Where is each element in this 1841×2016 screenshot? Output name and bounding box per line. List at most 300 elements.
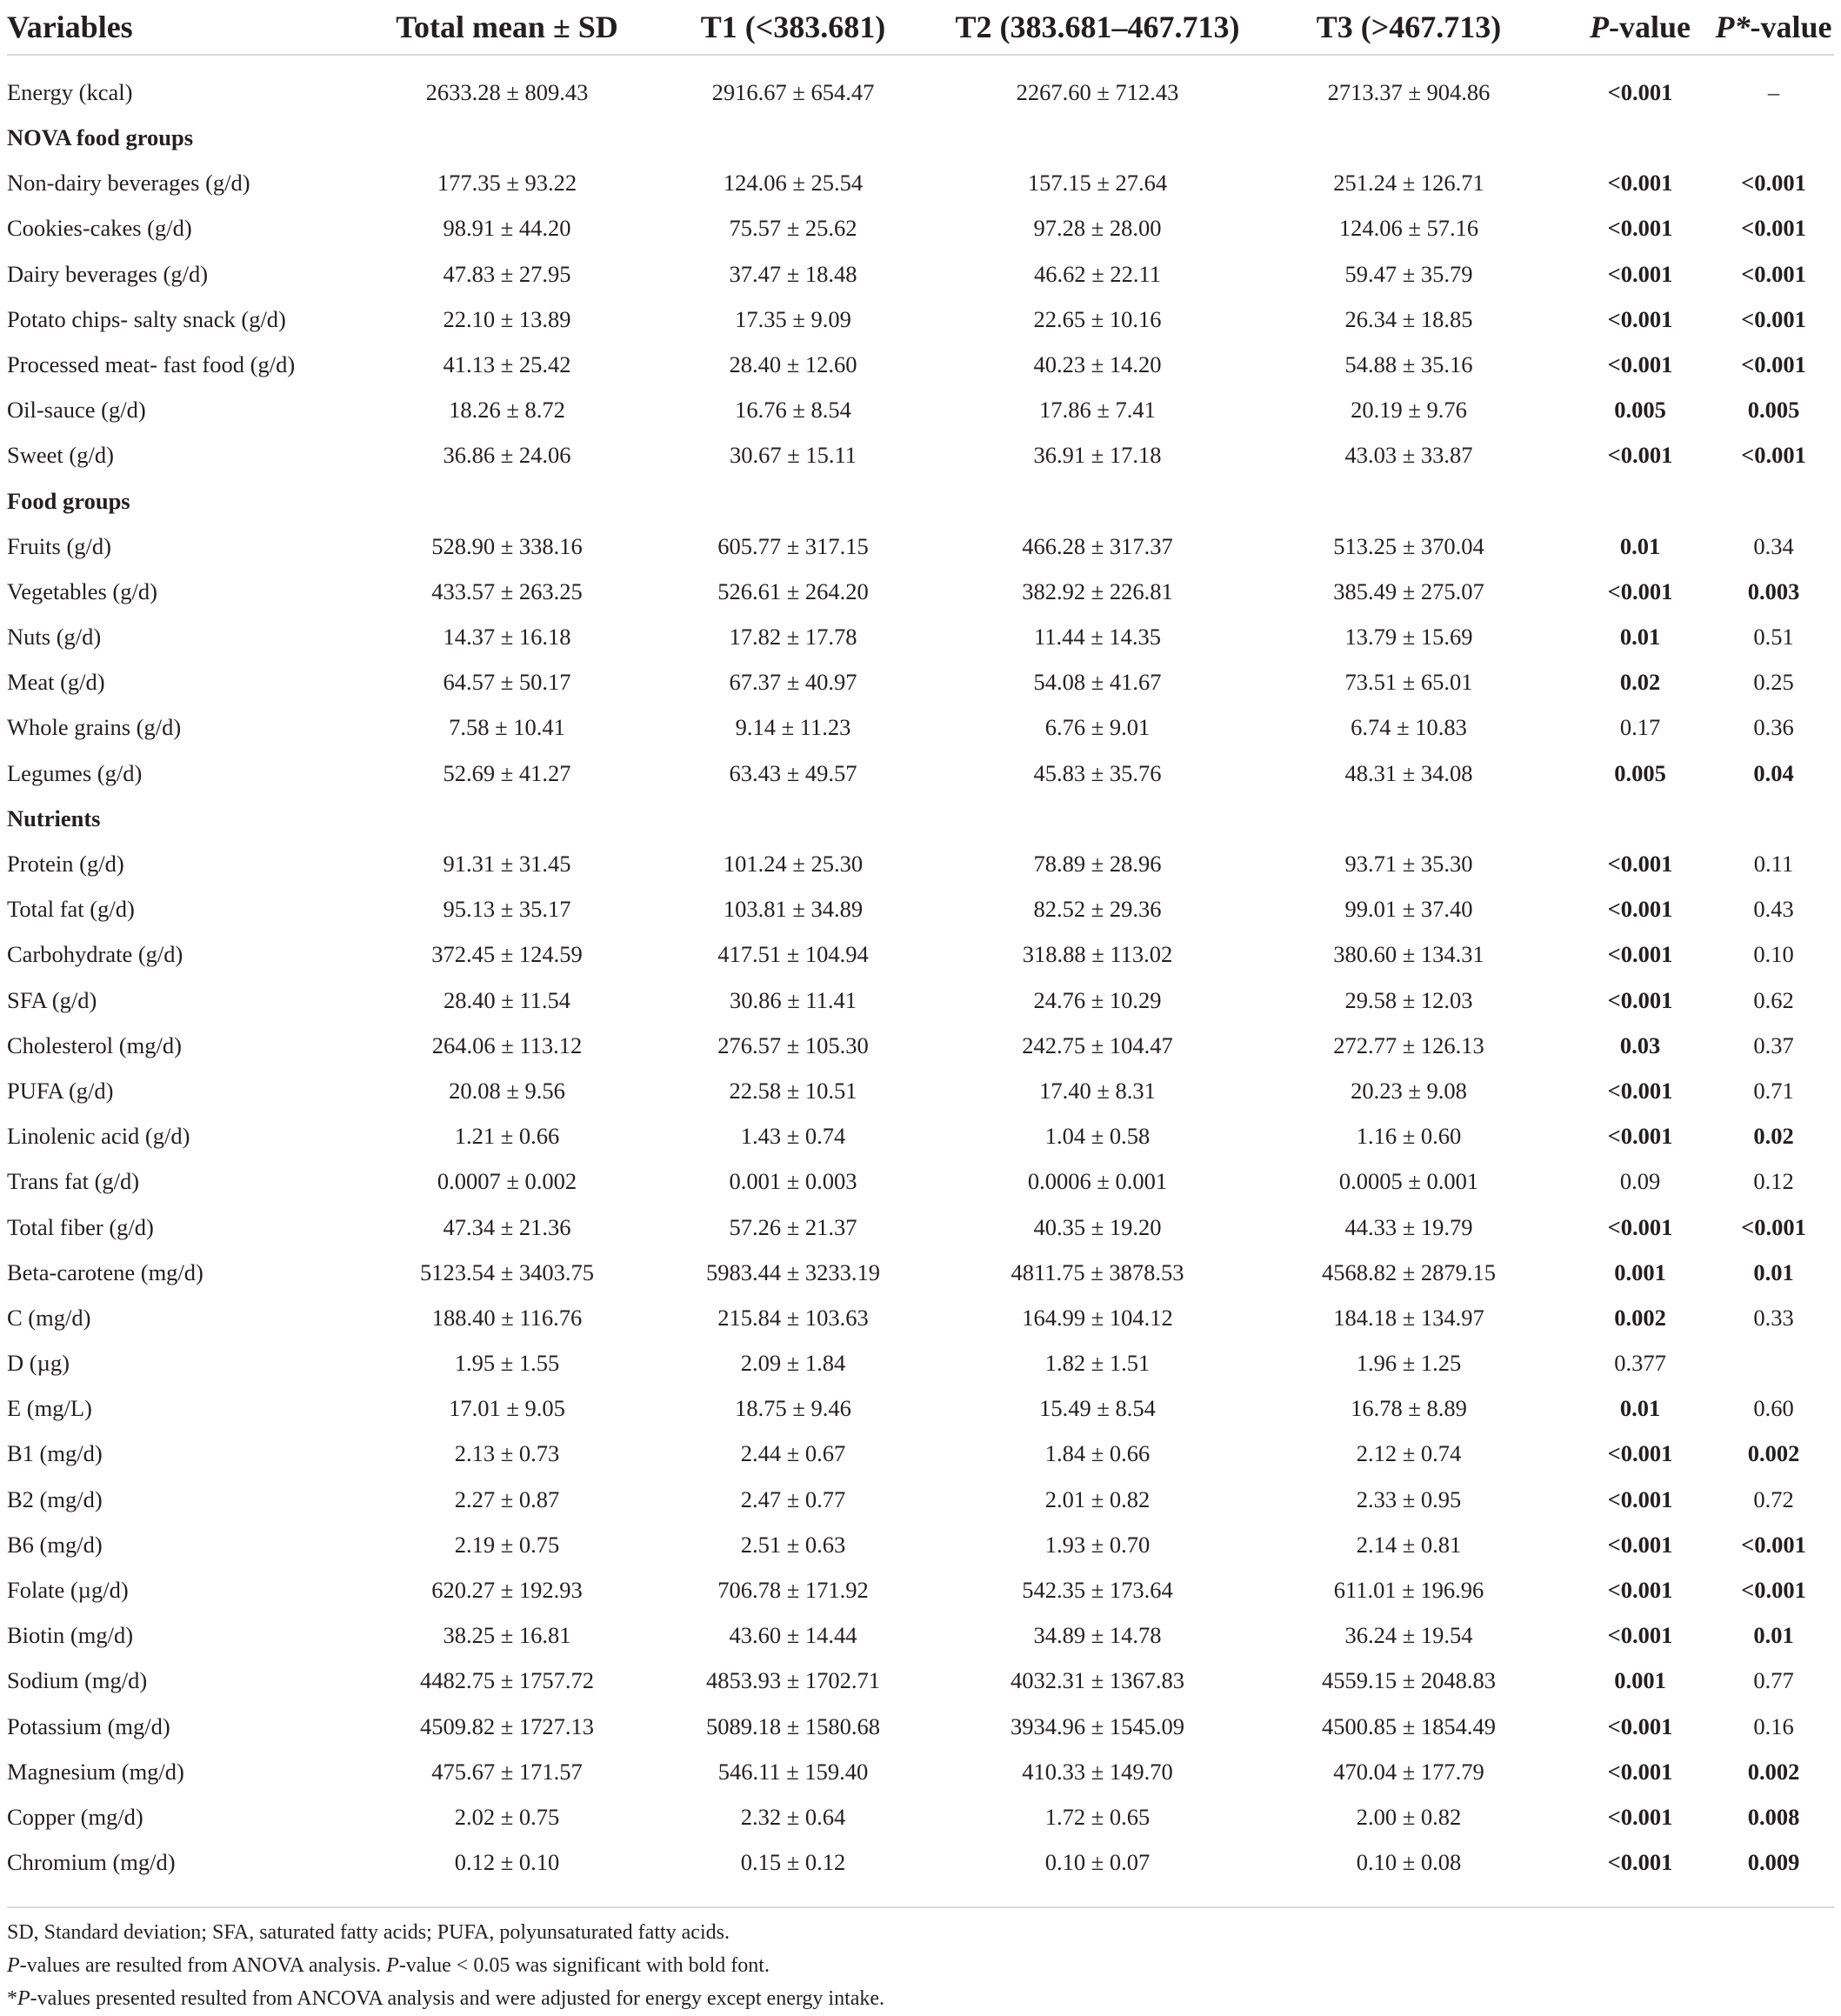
row-label: Magnesium (mg/d) [7,1758,184,1785]
cell-p-value: 0.001 [1614,1258,1666,1285]
cell-t2: 6.76 ± 9.01 [1044,714,1151,741]
cell-pstar-value: 0.71 [1753,1077,1794,1104]
cell-t2: 2267.60 ± 712.43 [1016,78,1179,105]
table-footnotes [7,1916,1834,2015]
cell-t1: 22.58 ± 10.51 [729,1077,857,1104]
cell-t2: 46.62 ± 22.11 [1033,260,1162,287]
cell-total-mean: 36.86 ± 24.06 [443,442,571,469]
cell-total-mean: 38.25 ± 16.81 [443,1622,571,1649]
cell-t3: 20.19 ± 9.76 [1351,397,1467,424]
cell-t3: 43.03 ± 33.87 [1344,442,1473,469]
cell-p-value: 0.03 [1619,1031,1661,1058]
cell-pstar-value: 0.002 [1747,1758,1800,1785]
cell-t2: 40.35 ± 19.20 [1033,1213,1162,1240]
footnote-p-italic: P [7,1954,20,1977]
row-label: SFA (g/d) [7,986,97,1013]
cell-t1: 57.26 ± 21.37 [729,1213,857,1240]
table-row [7,251,1834,297]
header-pstar-value [1713,0,1834,55]
row-label: D (µg) [7,1350,70,1377]
cell-t3: 4559.15 ± 2048.83 [1321,1667,1497,1694]
cell-t3: 251.24 ± 126.71 [1333,170,1484,197]
cell-pstar-value: 0.005 [1747,397,1800,424]
cell-p-value: 0.01 [1619,624,1661,651]
section-label: NOVA food groups [7,124,194,151]
cell-t1: 706.78 ± 171.92 [717,1577,869,1604]
table-row [7,614,1834,659]
table-row [7,1023,1834,1068]
section-header-row [7,478,1834,524]
cell-t1: 605.77 ± 317.15 [717,532,869,559]
cell-p-value: <0.001 [1607,350,1673,377]
table-row [7,1612,1834,1658]
cell-t3: 184.18 ± 134.97 [1333,1304,1484,1331]
cell-t3: 20.23 ± 9.08 [1351,1077,1467,1104]
cell-total-mean: 5123.54 ± 3403.75 [419,1258,595,1285]
footnote-abbreviations: SD, Standard deviation; SFA, saturated fatty acids; PUFA, polyunsaturated fatty acids. [7,1921,730,1944]
cell-p-value: 0.09 [1619,1168,1661,1195]
table-row [7,1068,1834,1113]
cell-t1: 1.43 ± 0.74 [740,1123,846,1150]
cell-t3: 29.58 ± 12.03 [1344,986,1473,1013]
cell-t2: 24.76 ± 10.29 [1033,986,1162,1013]
row-label: E (mg/L) [7,1395,92,1422]
table-row [7,1659,1834,1704]
cell-pstar-value: 0.12 [1753,1168,1794,1195]
cell-total-mean: 4509.82 ± 1727.13 [419,1712,595,1739]
row-label: Meat (g/d) [7,669,105,696]
footnote-pstar-value [7,1982,1834,2015]
cell-pstar-value: <0.001 [1741,305,1806,332]
header-p-italic: P [1590,10,1609,44]
cell-t1: 17.82 ± 17.78 [729,624,857,651]
cell-pstar-value: 0.002 [1747,1440,1800,1467]
cell-t2: 22.65 ± 10.16 [1033,305,1162,332]
table-row [7,1340,1834,1385]
cell-total-mean: 372.45 ± 124.59 [431,941,583,968]
cell-p-value: <0.001 [1607,941,1673,968]
cell-t3: 272.77 ± 126.13 [1333,1031,1484,1058]
header-total-mean: Total mean ± SD [372,0,642,55]
cell-total-mean: 528.90 ± 338.16 [431,532,583,559]
cell-pstar-value: 0.02 [1753,1123,1794,1150]
table-row [7,1477,1834,1522]
cell-pstar-value: <0.001 [1741,170,1806,197]
cell-t2: 4032.31 ± 1367.83 [1010,1667,1185,1694]
cell-t1: 2.32 ± 0.64 [740,1803,846,1830]
cell-t2: 2.01 ± 0.82 [1044,1485,1151,1512]
row-label: Chromium (mg/d) [7,1849,176,1876]
cell-total-mean: 2.19 ± 0.75 [454,1531,560,1558]
row-label: Potato chips- salty snack (g/d) [7,305,286,332]
header-row [7,0,1834,55]
cell-t3: 26.34 ± 18.85 [1344,305,1473,332]
footnote-pstar-italic: P [17,1987,30,2010]
cell-pstar-value: <0.001 [1741,260,1806,287]
table-row [7,206,1834,251]
cell-t3: 54.88 ± 35.16 [1344,350,1473,377]
cell-t3: 99.01 ± 37.40 [1344,896,1473,923]
section-header-row [7,796,1834,841]
cell-pstar-value: 0.10 [1753,941,1794,968]
nutrient-intake-table [7,0,1834,1886]
cell-total-mean: 47.83 ± 27.95 [443,260,571,287]
row-label: B6 (mg/d) [7,1531,103,1558]
cell-t2: 1.04 ± 0.58 [1044,1123,1151,1150]
cell-p-value: <0.001 [1607,170,1673,197]
cell-t2: 17.86 ± 7.41 [1039,397,1156,424]
cell-t3: 2.14 ± 0.81 [1356,1531,1462,1558]
cell-t1: 37.47 ± 18.48 [729,260,857,287]
row-label: Dairy beverages (g/d) [7,260,209,287]
cell-t2: 164.99 ± 104.12 [1022,1304,1173,1331]
table-row [7,433,1834,478]
cell-t2: 382.92 ± 226.81 [1022,577,1173,604]
row-label: Oil-sauce (g/d) [7,397,146,424]
cell-t3: 4500.85 ± 1854.49 [1321,1712,1497,1739]
cell-total-mean: 433.57 ± 263.25 [431,577,583,604]
cell-pstar-value: 0.003 [1747,577,1800,604]
cell-t3: 2.12 ± 0.74 [1356,1440,1462,1467]
table-row [7,978,1834,1023]
cell-t2: 82.52 ± 29.36 [1033,896,1162,923]
section-header-row [7,115,1834,160]
cell-p-value: 0.02 [1619,669,1661,696]
cell-p-value: 0.005 [1614,397,1666,424]
table-row [7,1567,1834,1612]
cell-t1: 0.001 ± 0.003 [729,1168,857,1195]
cell-p-value: <0.001 [1607,215,1673,242]
cell-t3: 44.33 ± 19.79 [1344,1213,1473,1240]
cell-p-value: <0.001 [1607,1531,1673,1558]
cell-t3: 385.49 ± 275.07 [1333,577,1484,604]
table-row [7,1839,1834,1885]
cell-pstar-value: 0.60 [1753,1395,1794,1422]
cell-t2: 11.44 ± 14.35 [1033,624,1162,651]
row-label: Cookies-cakes (g/d) [7,215,192,242]
table-row [7,387,1834,432]
row-label: Nuts (g/d) [7,624,102,651]
row-label: Vegetables (g/d) [7,577,157,604]
cell-pstar-value: 0.009 [1747,1849,1800,1876]
row-label: Protein (g/d) [7,851,124,878]
cell-p-value: <0.001 [1607,1485,1673,1512]
cell-t1: 5983.44 ± 3233.19 [705,1258,881,1285]
cell-total-mean: 7.58 ± 10.41 [449,714,565,741]
row-label: Linolenic acid (g/d) [7,1123,190,1150]
cell-t3: 2.00 ± 0.82 [1356,1803,1462,1830]
cell-total-mean: 1.21 ± 0.66 [454,1123,560,1150]
cell-p-value: <0.001 [1607,986,1673,1013]
section-label: Nutrients [7,804,101,831]
cell-t3: 73.51 ± 65.01 [1344,669,1473,696]
row-label: Sweet (g/d) [7,442,114,469]
cell-pstar-value: 0.33 [1753,1304,1794,1331]
table-row [7,1794,1834,1839]
cell-total-mean: 4482.75 ± 1757.72 [419,1667,595,1694]
table-row [7,1159,1834,1205]
table-row [7,705,1834,751]
cell-pstar-value: 0.37 [1753,1031,1794,1058]
cell-t3: 470.04 ± 177.79 [1333,1758,1484,1785]
cell-t1: 276.57 ± 105.30 [717,1031,869,1058]
table-row [7,1432,1834,1477]
cell-total-mean: 1.95 ± 1.55 [454,1350,560,1377]
cell-t2: 0.0006 ± 0.001 [1027,1168,1168,1195]
section-label: Food groups [7,487,130,514]
cell-t3: 48.31 ± 34.08 [1344,759,1473,786]
cell-total-mean: 0.12 ± 0.10 [454,1849,560,1876]
cell-t2: 40.23 ± 14.20 [1033,350,1162,377]
cell-pstar-value: 0.72 [1753,1485,1794,1512]
cell-total-mean: 0.0007 ± 0.002 [437,1168,577,1195]
cell-total-mean: 264.06 ± 113.12 [431,1031,583,1058]
cell-t1: 526.61 ± 264.20 [717,577,869,604]
cell-t3: 16.78 ± 8.89 [1351,1395,1467,1422]
cell-t3: 36.24 ± 19.54 [1344,1622,1473,1649]
row-label: Potassium (mg/d) [7,1712,170,1739]
cell-t1: 2.44 ± 0.67 [740,1440,846,1467]
cell-p-value: 0.377 [1614,1350,1666,1377]
cell-t2: 34.89 ± 14.78 [1033,1622,1162,1649]
cell-t3: 611.01 ± 196.96 [1333,1577,1484,1604]
cell-total-mean: 18.26 ± 8.72 [449,397,565,424]
header-pstar-italic: P* [1715,10,1751,44]
cell-t2: 17.40 ± 8.31 [1039,1077,1156,1104]
cell-total-mean: 2.27 ± 0.87 [454,1485,560,1512]
table-row [7,659,1834,704]
cell-total-mean: 52.69 ± 41.27 [443,759,571,786]
table-row [7,569,1834,614]
table-bottom-rule [7,1906,1834,1908]
cell-t2: 0.10 ± 0.07 [1044,1849,1151,1876]
table-row [7,1113,1834,1158]
row-label: Beta-carotene (mg/d) [7,1258,203,1285]
cell-pstar-value: 0.36 [1753,714,1794,741]
header-p-value [1567,0,1713,55]
row-label: Legumes (g/d) [7,759,143,786]
cell-t3: 4568.82 ± 2879.15 [1321,1258,1497,1285]
cell-t2: 36.91 ± 17.18 [1033,442,1162,469]
table-row [7,841,1834,886]
cell-t1: 30.67 ± 15.11 [729,442,857,469]
cell-t1: 417.51 ± 104.94 [717,941,869,968]
header-t1: T1 (<383.681) [642,0,944,55]
cell-total-mean: 14.37 ± 16.18 [443,624,571,651]
row-label: C (mg/d) [7,1304,91,1331]
cell-t1: 2.51 ± 0.63 [740,1531,846,1558]
cell-p-value: <0.001 [1607,1440,1673,1467]
cell-p-value: 0.005 [1614,759,1666,786]
cell-t3: 2713.37 ± 904.86 [1327,78,1491,105]
table-row [7,1205,1834,1250]
cell-p-value: <0.001 [1607,851,1673,878]
cell-t3: 1.16 ± 0.60 [1356,1123,1462,1150]
cell-total-mean: 20.08 ± 9.56 [449,1077,565,1104]
cell-t2: 157.15 ± 27.64 [1027,170,1168,197]
header-spacer [7,55,1834,70]
cell-t1: 0.15 ± 0.12 [740,1849,846,1876]
cell-t2: 1.93 ± 0.70 [1044,1531,1151,1558]
table-row [7,160,1834,205]
cell-pstar-value: 0.11 [1753,851,1794,878]
cell-pstar-value: 0.51 [1753,624,1794,651]
table-row [7,1250,1834,1295]
cell-pstar-value: <0.001 [1741,1577,1806,1604]
cell-t3: 1.96 ± 1.25 [1356,1350,1462,1377]
cell-t2: 4811.75 ± 3878.53 [1011,1258,1184,1285]
table-header [7,0,1834,70]
cell-t3: 124.06 ± 57.16 [1338,215,1479,242]
cell-p-value: <0.001 [1607,1622,1673,1649]
cell-t2: 1.82 ± 1.51 [1044,1350,1151,1377]
cell-pstar-value: 0.43 [1753,896,1794,923]
cell-t1: 75.57 ± 25.62 [729,215,857,242]
cell-t3: 13.79 ± 15.69 [1344,624,1473,651]
cell-p-value: <0.001 [1607,1577,1673,1604]
cell-p-value: 0.01 [1619,1395,1661,1422]
cell-p-value: <0.001 [1607,1077,1673,1104]
cell-total-mean: 2.13 ± 0.73 [454,1440,560,1467]
table-row [7,70,1834,115]
cell-p-value: <0.001 [1607,1803,1673,1830]
cell-total-mean: 2633.28 ± 809.43 [425,78,589,105]
row-label: PUFA (g/d) [7,1077,114,1104]
header-p-suffix: -value [1609,10,1691,44]
table-row [7,342,1834,387]
row-label: Sodium (mg/d) [7,1667,148,1694]
cell-pstar-value: 0.01 [1753,1258,1794,1285]
cell-t1: 67.37 ± 40.97 [729,669,857,696]
cell-t1: 9.14 ± 11.23 [735,714,851,741]
cell-t1: 28.40 ± 12.60 [729,350,857,377]
cell-t3: 59.47 ± 35.79 [1344,260,1473,287]
row-label: Carbohydrate (g/d) [7,941,183,968]
row-label: Energy (kcal) [7,78,133,105]
footnote-p-text: -values are resulted from ANOVA analysis. [19,1954,387,1977]
cell-pstar-value: 0.01 [1753,1622,1794,1649]
cell-total-mean: 177.35 ± 93.22 [437,170,577,197]
cell-t3: 2.33 ± 0.95 [1356,1485,1462,1512]
cell-t1: 17.35 ± 9.09 [735,305,851,332]
cell-p-value: 0.17 [1619,714,1661,741]
cell-p-value: <0.001 [1607,260,1673,287]
header-variables: Variables [7,0,372,55]
footnote-p-text-2: -value < 0.05 was significant with bold font. [398,1954,770,1977]
row-label: Biotin (mg/d) [7,1622,134,1649]
row-label: Cholesterol (mg/d) [7,1031,182,1058]
cell-t3: 513.25 ± 370.04 [1333,532,1484,559]
table-row [7,1704,1834,1749]
cell-p-value: <0.001 [1607,1849,1673,1876]
cell-t2: 542.35 ± 173.64 [1022,1577,1173,1604]
cell-pstar-value: 0.04 [1753,759,1794,786]
footnote-p-value [7,1949,1834,1982]
cell-p-value: <0.001 [1607,1758,1673,1785]
cell-p-value: <0.001 [1607,1213,1673,1240]
cell-t1: 16.76 ± 8.54 [735,397,851,424]
cell-pstar-value: 0.34 [1753,532,1794,559]
footnote-pstar-asterisk: * [7,1987,17,2010]
cell-t2: 45.83 ± 35.76 [1033,759,1162,786]
cell-total-mean: 41.13 ± 25.42 [443,350,571,377]
row-label: Trans fat (g/d) [7,1168,140,1195]
cell-pstar-value: 0.62 [1753,986,1794,1013]
cell-p-value: 0.001 [1614,1667,1666,1694]
cell-total-mean: 91.31 ± 31.45 [443,851,571,878]
cell-t1: 546.11 ± 159.40 [717,1758,869,1785]
cell-p-value: <0.001 [1607,442,1673,469]
cell-t1: 124.06 ± 25.54 [723,170,864,197]
row-label: B1 (mg/d) [7,1440,103,1467]
cell-pstar-value: <0.001 [1741,1213,1806,1240]
cell-p-value: <0.001 [1607,78,1673,105]
cell-p-value: <0.001 [1607,1123,1673,1150]
table-row [7,1522,1834,1567]
cell-pstar-value: 0.77 [1753,1667,1794,1694]
cell-t1: 2.09 ± 1.84 [740,1350,846,1377]
cell-p-value: <0.001 [1607,577,1673,604]
cell-t2: 54.08 ± 41.67 [1033,669,1162,696]
row-label: Whole grains (g/d) [7,714,182,741]
row-label: Processed meat- fast food (g/d) [7,350,296,377]
cell-p-value: 0.002 [1614,1304,1666,1331]
cell-total-mean: 98.91 ± 44.20 [443,215,571,242]
cell-t3: 380.60 ± 134.31 [1333,941,1484,968]
cell-pstar-value: 0.16 [1753,1712,1794,1739]
cell-total-mean: 64.57 ± 50.17 [443,669,571,696]
cell-pstar-value: – [1767,78,1780,105]
cell-t1: 63.43 ± 49.57 [729,759,857,786]
cell-t1: 30.86 ± 11.41 [729,986,857,1013]
cell-total-mean: 2.02 ± 0.75 [454,1803,560,1830]
table-row [7,1749,1834,1794]
cell-pstar-value: <0.001 [1741,350,1806,377]
cell-p-value: <0.001 [1607,896,1673,923]
cell-total-mean: 28.40 ± 11.54 [443,986,571,1013]
cell-t3: 0.0005 ± 0.001 [1338,1168,1479,1195]
cell-t1: 101.24 ± 25.30 [723,851,864,878]
cell-t2: 97.28 ± 28.00 [1033,215,1162,242]
cell-t1: 103.81 ± 34.89 [723,896,864,923]
cell-t2: 78.89 ± 28.96 [1033,851,1162,878]
cell-total-mean: 475.67 ± 171.57 [431,1758,583,1785]
cell-total-mean: 22.10 ± 13.89 [443,305,571,332]
cell-t2: 466.28 ± 317.37 [1022,532,1173,559]
cell-total-mean: 620.27 ± 192.93 [431,1577,583,1604]
row-label: Copper (mg/d) [7,1803,143,1830]
cell-t1: 4853.93 ± 1702.71 [705,1667,881,1694]
table-row [7,1385,1834,1431]
cell-t1: 2.47 ± 0.77 [740,1485,846,1512]
table-row [7,886,1834,931]
row-label: Fruits (g/d) [7,532,111,559]
cell-pstar-value: 0.008 [1747,1803,1800,1830]
cell-t2: 318.88 ± 113.02 [1022,941,1173,968]
cell-t1: 2916.67 ± 654.47 [711,78,875,105]
cell-p-value: 0.01 [1619,532,1661,559]
table-row [7,297,1834,342]
cell-pstar-value: <0.001 [1741,215,1806,242]
cell-pstar-value [1713,1340,1834,1385]
table-row [7,751,1834,796]
row-label: B2 (mg/d) [7,1485,103,1512]
cell-t3: 6.74 ± 10.83 [1351,714,1467,741]
header-t3: T3 (>467.713) [1251,0,1567,55]
table-row [7,1295,1834,1340]
row-label: Total fat (g/d) [7,896,135,923]
cell-t1: 215.84 ± 103.63 [717,1304,869,1331]
